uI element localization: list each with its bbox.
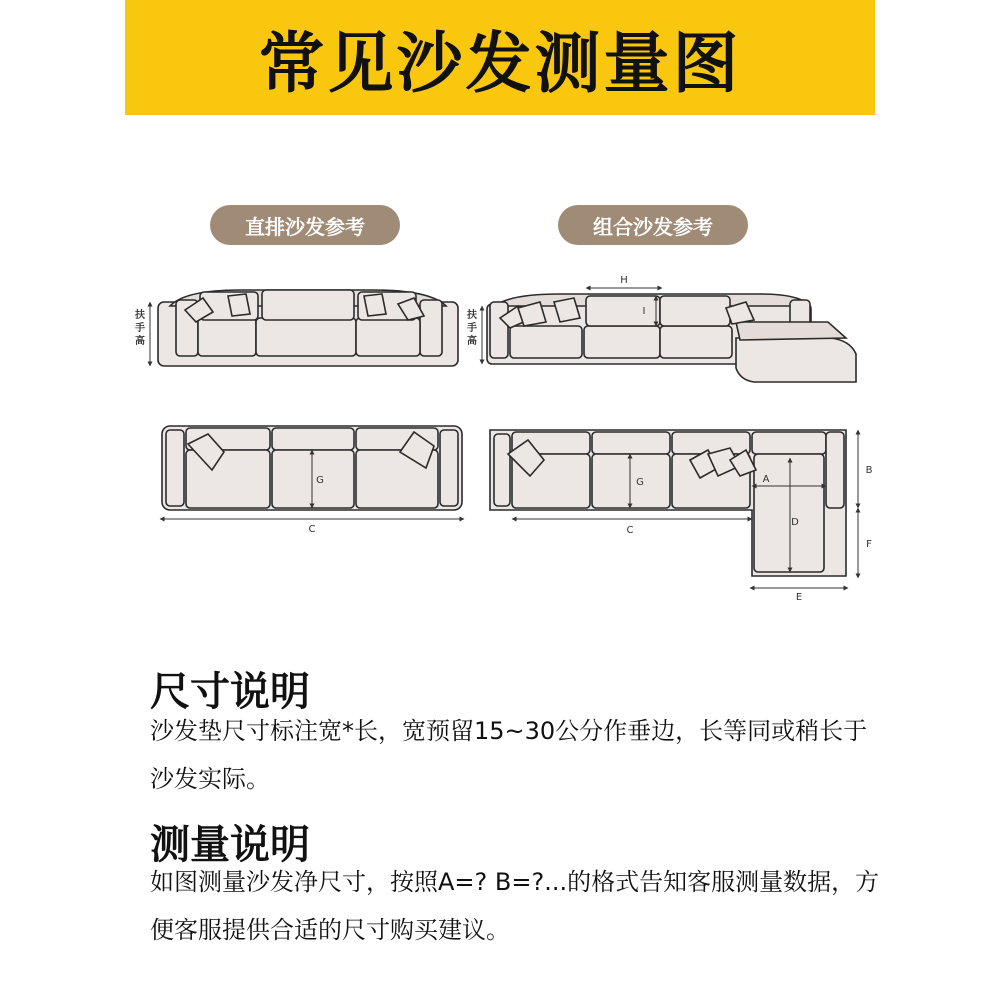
measure-section-title: 测量说明 bbox=[150, 822, 310, 868]
page-title: 常见沙发测量图 bbox=[258, 25, 742, 102]
dimension-label-h: H bbox=[620, 275, 628, 286]
pillow-icon bbox=[228, 294, 250, 316]
dimension-label-a: A bbox=[762, 474, 770, 485]
armrest-height-label: 扶手高 bbox=[467, 310, 477, 347]
measure-section-body: 如图测量沙发净尺寸，按照A=? B=?...的格式告知客服测量数据，方便客服提供合适的尺寸购买建议。 bbox=[150, 868, 880, 944]
dimension-label-c: C bbox=[626, 525, 634, 536]
dimension-label-f: F bbox=[866, 539, 872, 550]
straight-sofa-front-view bbox=[158, 290, 458, 366]
straight-sofa-label: 直排沙发参考 bbox=[210, 205, 400, 245]
dimension-label-e: E bbox=[795, 592, 803, 603]
dimension-label-b: B bbox=[865, 465, 873, 476]
dimension-label-g: G bbox=[316, 475, 324, 486]
dimension-label-i: I bbox=[642, 306, 646, 317]
combo-sofa-front-view bbox=[487, 294, 856, 382]
armrest-height-label: 扶手高 bbox=[135, 310, 145, 347]
dimension-label-d: D bbox=[791, 517, 799, 528]
dimension-label-g: G bbox=[636, 477, 644, 488]
combo-sofa-label: 组合沙发参考 bbox=[558, 205, 748, 245]
combo-sofa-top-view bbox=[490, 430, 846, 576]
pillow-icon bbox=[364, 294, 386, 316]
size-section-title: 尺寸说明 bbox=[150, 669, 310, 715]
size-section-body: 沙发垫尺寸标注宽*长，宽预留15~30公分作垂边，长等同或稍长于沙发实际。 bbox=[150, 717, 868, 793]
dimension-label-c: C bbox=[308, 524, 316, 535]
